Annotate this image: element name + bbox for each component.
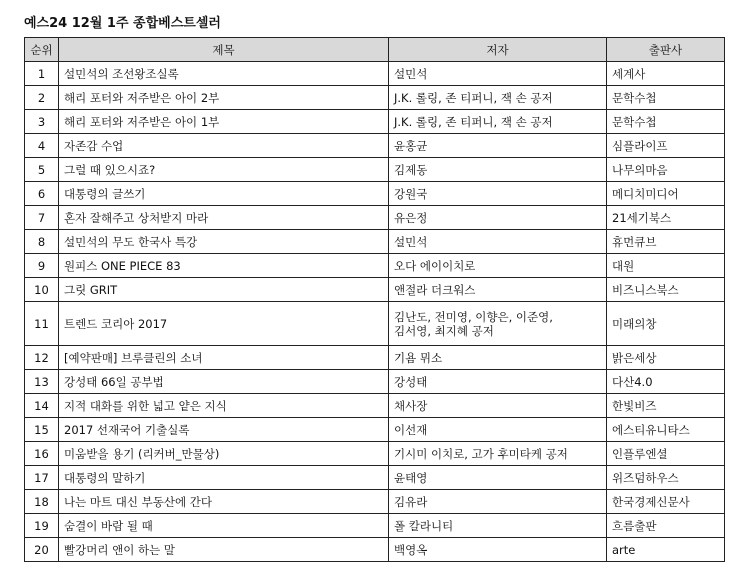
title-cell: 나는 마트 대신 부동산에 간다 (59, 490, 389, 514)
rank-cell: 17 (25, 466, 59, 490)
author-line: 이선재 (394, 422, 428, 437)
publisher-cell: 휴먼큐브 (607, 230, 725, 254)
publisher-cell: 비즈니스북스 (607, 278, 725, 302)
author-line: 김난도, 전미영, 이향은, 이준영, (394, 309, 553, 324)
publisher-cell: 문학수첩 (607, 86, 725, 110)
rank-cell: 10 (25, 278, 59, 302)
author-line: 강원국 (394, 186, 428, 201)
title-cell: 대통령의 글쓰기 (59, 182, 389, 206)
author-line: 기욤 뮈소 (394, 350, 443, 365)
publisher-cell: 미래의창 (607, 302, 725, 346)
author-line: 앤절라 더크워스 (394, 282, 476, 297)
table-row (25, 302, 725, 346)
title-cell: 미움받을 용기 (리커버_만물상) (59, 442, 389, 466)
page-title: 예스24 12월 1주 종합베스트셀러 (24, 16, 221, 31)
author-cell (389, 538, 607, 562)
title-cell: 해리 포터와 저주받은 아이 1부 (59, 110, 389, 134)
title-cell: 설민석의 조선왕조실록 (59, 62, 389, 86)
table-row (25, 490, 725, 514)
title-cell: 숨결이 바람 될 때 (59, 514, 389, 538)
title-cell: 설민석의 무도 한국사 특강 (59, 230, 389, 254)
title-cell: 2017 선재국어 기출실록 (59, 418, 389, 442)
bestseller-table (24, 37, 725, 562)
author-cell (389, 370, 607, 394)
author-line: 유은정 (394, 210, 428, 225)
rank-cell: 7 (25, 206, 59, 230)
table-row (25, 370, 725, 394)
table-row (25, 346, 725, 370)
publisher-cell: 세계사 (607, 62, 725, 86)
author-line: 채사장 (394, 398, 428, 413)
table-row (25, 182, 725, 206)
publisher-cell: 에스티유니타스 (607, 418, 725, 442)
rank-cell: 4 (25, 134, 59, 158)
publisher-cell: arte (607, 538, 725, 562)
table-row (25, 278, 725, 302)
publisher-cell: 밝은세상 (607, 346, 725, 370)
publisher-cell: 나무의마음 (607, 158, 725, 182)
header-publisher: 출판사 (607, 38, 725, 62)
author-line: 오다 에이이치로 (394, 258, 476, 273)
publisher-cell: 메디치미디어 (607, 182, 725, 206)
table-row (25, 514, 725, 538)
table-row (25, 538, 725, 562)
publisher-cell: 21세기북스 (607, 206, 725, 230)
title-cell: 대통령의 말하기 (59, 466, 389, 490)
author-line: 김유라 (394, 494, 428, 509)
table-row (25, 110, 725, 134)
table-row (25, 62, 725, 86)
title-cell: 지적 대화를 위한 넓고 얕은 지식 (59, 394, 389, 418)
author-line: 김서영, 최지혜 공저 (394, 323, 494, 338)
author-cell (389, 206, 607, 230)
author-cell (389, 110, 607, 134)
publisher-cell: 문학수첩 (607, 110, 725, 134)
author-cell (389, 182, 607, 206)
author-cell (389, 230, 607, 254)
rank-cell: 14 (25, 394, 59, 418)
author-line: 김제동 (394, 162, 428, 177)
table-row (25, 230, 725, 254)
author-line: 설민석 (394, 234, 428, 249)
rank-cell: 18 (25, 490, 59, 514)
author-cell (389, 278, 607, 302)
title-cell: 자존감 수업 (59, 134, 389, 158)
rank-cell: 11 (25, 302, 59, 346)
rank-cell: 19 (25, 514, 59, 538)
title-cell: 그릿 GRIT (59, 278, 389, 302)
publisher-cell: 인플루엔셜 (607, 442, 725, 466)
title-cell: 빨강머리 앤이 하는 말 (59, 538, 389, 562)
author-line: J.K. 롤링, 존 티퍼니, 잭 손 공저 (394, 114, 553, 129)
table-row (25, 442, 725, 466)
rank-cell: 20 (25, 538, 59, 562)
author-cell (389, 346, 607, 370)
publisher-cell: 한국경제신문사 (607, 490, 725, 514)
table-row (25, 206, 725, 230)
table-header-row (25, 38, 725, 62)
author-line: 설민석 (394, 66, 428, 81)
author-cell (389, 158, 607, 182)
title-cell: 강성태 66일 공부법 (59, 370, 389, 394)
author-cell (389, 254, 607, 278)
author-cell (389, 490, 607, 514)
rank-cell: 12 (25, 346, 59, 370)
rank-cell: 5 (25, 158, 59, 182)
author-cell (389, 394, 607, 418)
title-cell: 그럴 때 있으시죠? (59, 158, 389, 182)
author-cell (389, 514, 607, 538)
title-cell: [예약판매] 브루클린의 소녀 (59, 346, 389, 370)
rank-cell: 8 (25, 230, 59, 254)
author-line: 윤홍균 (394, 138, 428, 153)
author-cell (389, 134, 607, 158)
title-cell: 혼자 잘해주고 상처받지 마라 (59, 206, 389, 230)
author-cell (389, 466, 607, 490)
publisher-cell: 흐름출판 (607, 514, 725, 538)
header-author: 저자 (389, 38, 607, 62)
author-cell (389, 418, 607, 442)
table-row (25, 158, 725, 182)
author-cell (389, 302, 607, 346)
publisher-cell: 대원 (607, 254, 725, 278)
author-cell (389, 62, 607, 86)
publisher-cell: 다산4.0 (607, 370, 725, 394)
rank-cell: 13 (25, 370, 59, 394)
header-title: 제목 (59, 38, 389, 62)
title-cell: 트렌드 코리아 2017 (59, 302, 389, 346)
title-cell: 해리 포터와 저주받은 아이 2부 (59, 86, 389, 110)
table-row (25, 394, 725, 418)
publisher-cell: 위즈덤하우스 (607, 466, 725, 490)
author-line: 백영옥 (394, 542, 428, 557)
table-row (25, 86, 725, 110)
rank-cell: 15 (25, 418, 59, 442)
rank-cell: 16 (25, 442, 59, 466)
rank-cell: 6 (25, 182, 59, 206)
rank-cell: 2 (25, 86, 59, 110)
title-cell: 원피스 ONE PIECE 83 (59, 254, 389, 278)
author-line: 강성태 (394, 374, 428, 389)
author-line: J.K. 롤링, 존 티퍼니, 잭 손 공저 (394, 90, 553, 105)
author-cell (389, 86, 607, 110)
author-cell (389, 442, 607, 466)
author-line: 폴 칼라니티 (394, 518, 454, 533)
rank-cell: 1 (25, 62, 59, 86)
table-row (25, 418, 725, 442)
author-line: 기시미 이치로, 고가 후미타케 공저 (394, 446, 568, 461)
rank-cell: 9 (25, 254, 59, 278)
publisher-cell: 심플라이프 (607, 134, 725, 158)
rank-cell: 3 (25, 110, 59, 134)
table-row (25, 134, 725, 158)
header-rank: 순위 (25, 38, 59, 62)
table-row (25, 254, 725, 278)
publisher-cell: 한빛비즈 (607, 394, 725, 418)
author-line: 윤태영 (394, 470, 428, 485)
table-row (25, 466, 725, 490)
